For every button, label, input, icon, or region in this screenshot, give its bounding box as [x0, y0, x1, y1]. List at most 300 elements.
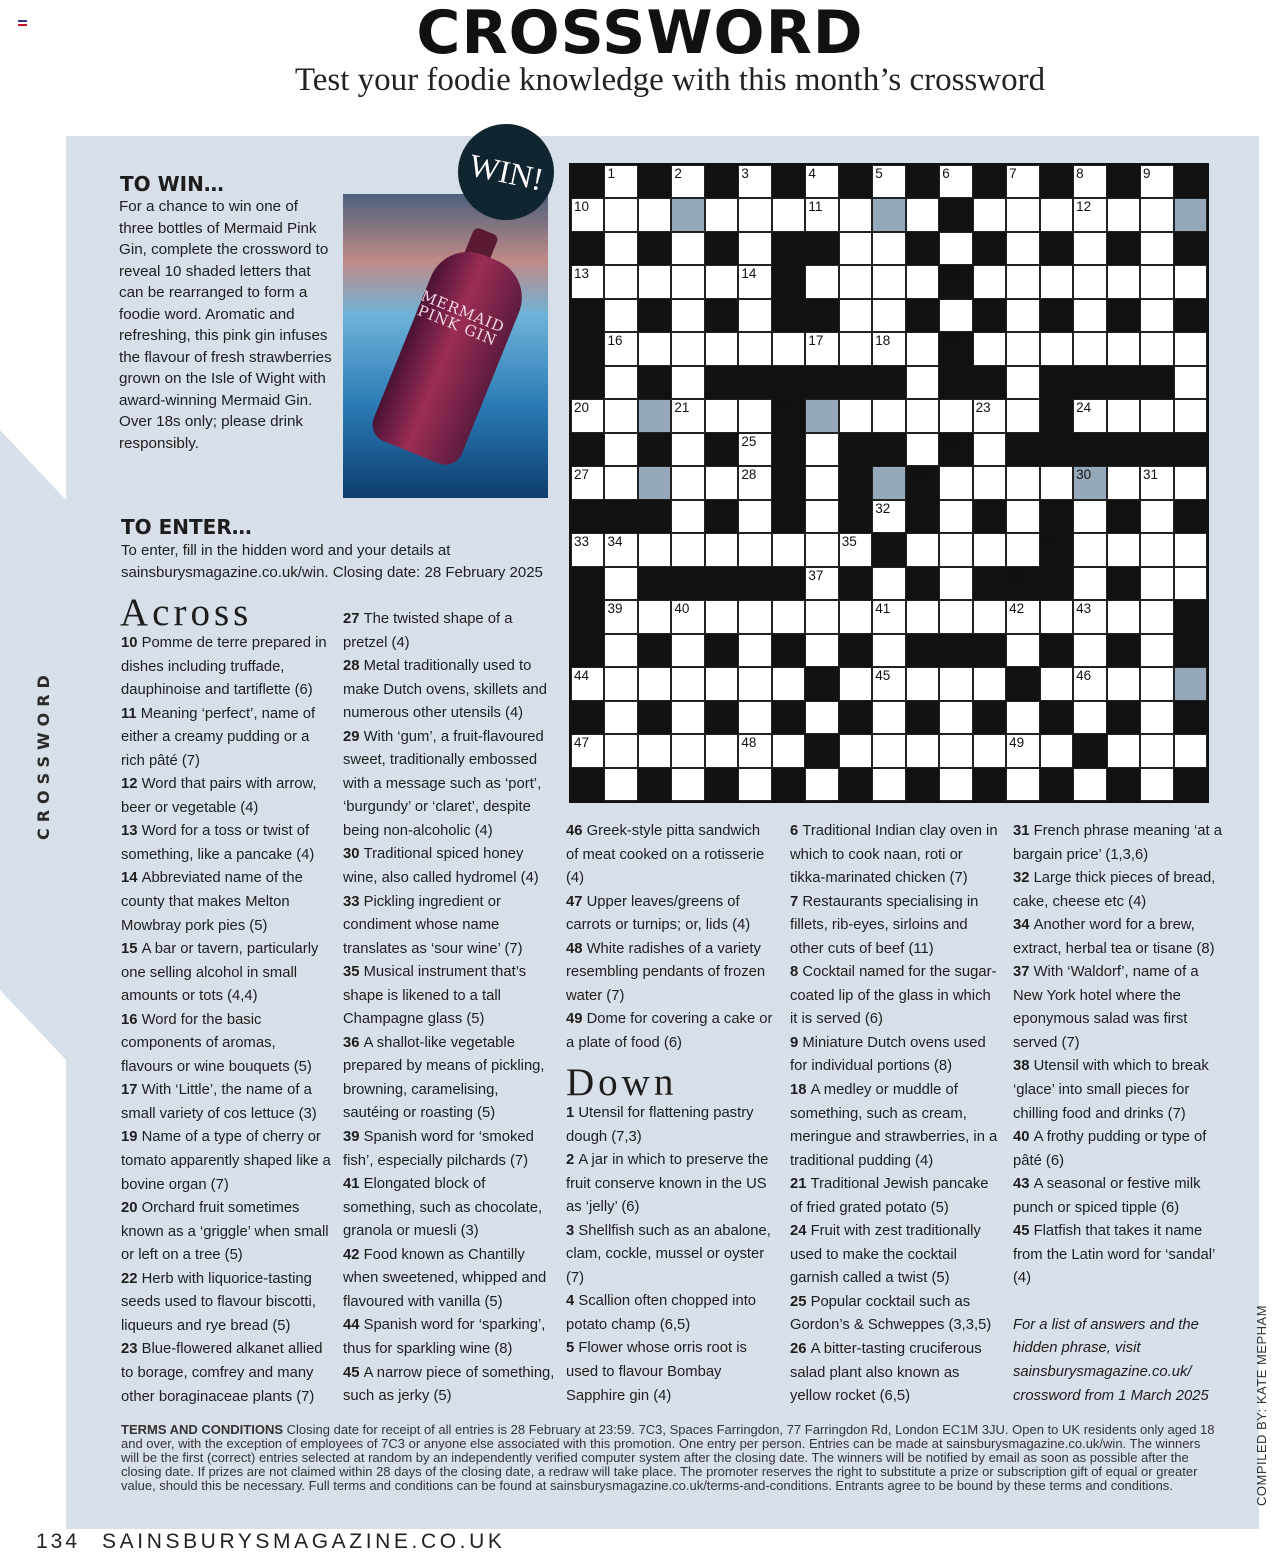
grid-cell[interactable] — [1073, 768, 1106, 801]
grid-cell[interactable] — [805, 198, 838, 231]
grid-block — [1073, 433, 1106, 466]
grid-cell[interactable] — [939, 399, 972, 432]
grid-cell[interactable] — [638, 667, 671, 700]
across-clue-10: 10 Pomme de terre prepared in dishes including truffade, dauphinoise and tartiflette (6) — [121, 635, 327, 699]
clue-number: 49 — [1009, 735, 1025, 751]
grid-cell[interactable] — [1140, 399, 1173, 432]
grid-cell[interactable] — [1107, 399, 1140, 432]
grid-cell[interactable] — [939, 701, 972, 734]
grid-cell[interactable] — [738, 701, 771, 734]
grid-cell[interactable] — [1006, 500, 1039, 533]
grid-cell[interactable] — [939, 165, 972, 198]
grid-cell-shaded[interactable] — [872, 198, 905, 231]
grid-cell[interactable] — [1006, 701, 1039, 734]
grid-block — [973, 567, 1006, 600]
grid-cell[interactable] — [872, 399, 905, 432]
grid-cell[interactable] — [1107, 600, 1140, 633]
grid-cell[interactable] — [1006, 399, 1039, 432]
grid-cell[interactable] — [872, 634, 905, 667]
grid-cell[interactable] — [973, 600, 1006, 633]
grid-cell[interactable] — [1006, 299, 1039, 332]
grid-block — [906, 500, 939, 533]
grid-cell[interactable] — [1006, 198, 1039, 231]
grid-cell[interactable] — [571, 466, 604, 499]
grid-cell[interactable] — [906, 433, 939, 466]
grid-cell[interactable] — [738, 667, 771, 700]
grid-cell[interactable] — [1140, 634, 1173, 667]
grid-cell[interactable] — [1140, 299, 1173, 332]
down-clue-45: 45 Flatfish that takes it name from the Latin word for ‘sandal’ (4) — [1013, 1223, 1215, 1287]
grid-cell[interactable] — [772, 667, 805, 700]
grid-cell[interactable] — [1107, 667, 1140, 700]
grid-cell[interactable] — [604, 600, 637, 633]
grid-cell[interactable] — [1040, 734, 1073, 767]
grid-cell[interactable] — [738, 399, 771, 432]
grid-cell[interactable] — [872, 768, 905, 801]
grid-cell[interactable] — [939, 466, 972, 499]
grid-cell[interactable] — [839, 667, 872, 700]
grid-cell[interactable] — [906, 332, 939, 365]
grid-cell[interactable] — [772, 198, 805, 231]
grid-cell[interactable] — [671, 165, 704, 198]
grid-cell[interactable] — [638, 533, 671, 566]
clue-number-label: 29 — [343, 728, 364, 745]
grid-cell[interactable] — [738, 232, 771, 265]
grid-cell[interactable] — [1040, 198, 1073, 231]
clue-number: 9 — [1143, 166, 1151, 181]
grid-cell[interactable] — [906, 600, 939, 633]
grid-cell[interactable] — [872, 500, 905, 533]
down-clue-4: 4 Scallion often chopped into potato champ (6,5) — [566, 1293, 757, 1333]
clue-number-label: 45 — [1013, 1223, 1034, 1240]
clue-number: 41 — [875, 601, 891, 617]
grid-cell[interactable] — [738, 165, 771, 198]
grid-cell[interactable] — [571, 734, 604, 767]
grid-cell[interactable] — [839, 734, 872, 767]
grid-cell[interactable] — [805, 634, 838, 667]
grid-cell[interactable] — [839, 265, 872, 298]
grid-cell[interactable] — [973, 533, 1006, 566]
grid-cell[interactable] — [671, 600, 704, 633]
grid-cell[interactable] — [805, 165, 838, 198]
down-clue-34: 34 Another word for a brew, extract, herbal tea or tisane (8) — [1013, 917, 1215, 957]
grid-cell[interactable] — [1140, 567, 1173, 600]
grid-cell[interactable] — [604, 667, 637, 700]
grid-cell[interactable] — [1174, 332, 1207, 365]
grid-cell[interactable] — [604, 768, 637, 801]
grid-cell[interactable] — [638, 265, 671, 298]
grid-cell[interactable] — [705, 600, 738, 633]
grid-block — [805, 232, 838, 265]
grid-cell-shaded[interactable] — [872, 466, 905, 499]
grid-cell[interactable] — [839, 399, 872, 432]
across-clue-33: 33 Pickling ingredient or condiment whose name translates as ‘sour wine’ (7) — [343, 893, 523, 957]
grid-cell[interactable] — [1040, 332, 1073, 365]
grid-cell[interactable] — [1006, 232, 1039, 265]
clue-number-label: 22 — [121, 1270, 142, 1287]
grid-block — [571, 165, 604, 198]
grid-cell[interactable] — [705, 332, 738, 365]
grid-cell[interactable] — [671, 265, 704, 298]
grid-cell[interactable] — [638, 332, 671, 365]
grid-block — [1107, 366, 1140, 399]
grid-cell[interactable] — [906, 734, 939, 767]
grid-cell[interactable] — [1006, 265, 1039, 298]
clue-number: 23 — [975, 400, 991, 416]
clue-number: 7 — [1009, 166, 1017, 181]
clue-number: 38 — [1008, 566, 1024, 582]
grid-cell[interactable] — [604, 466, 637, 499]
grid-cell[interactable] — [604, 198, 637, 231]
grid-cell[interactable] — [1006, 634, 1039, 667]
grid-cell[interactable] — [939, 533, 972, 566]
clue-number-label: 35 — [343, 964, 364, 981]
grid-cell[interactable] — [839, 232, 872, 265]
grid-cell[interactable] — [872, 165, 905, 198]
grid-cell[interactable] — [906, 667, 939, 700]
grid-block — [1174, 701, 1207, 734]
to-win-body: For a chance to win one of three bottles of Mermaid Pink Gin, complete the crossword to reveal 10 shaded letters that can be rearranged to form a foodie word. Aromatic and refreshing, this pink gin infuses the flavour of fresh strawberries grown on the Isle of Wight with award-winning Mermaid Gin. Over 18s only; please drink responsibly. — [119, 198, 332, 452]
down-clue-9: 9 Miniature Dutch ovens used for individual portions (8) — [790, 1034, 986, 1075]
grid-cell[interactable] — [973, 734, 1006, 767]
grid-cell[interactable] — [604, 366, 637, 399]
grid-cell[interactable] — [772, 734, 805, 767]
grid-cell[interactable] — [1073, 299, 1106, 332]
grid-cell[interactable] — [1073, 567, 1106, 600]
grid-cell[interactable] — [1073, 399, 1106, 432]
bottle-shape — [367, 240, 534, 470]
grid-cell[interactable] — [1006, 533, 1039, 566]
grid-cell[interactable] — [1073, 500, 1106, 533]
grid-cell[interactable] — [671, 667, 704, 700]
across-clue-23: 23 Blue-flowered alkanet allied to borage, comfrey and many other boraginaceae plants (7) — [121, 1341, 323, 1405]
crossword-grid[interactable] — [569, 163, 1209, 803]
grid-cell[interactable] — [1140, 533, 1173, 566]
grid-cell[interactable] — [1174, 399, 1207, 432]
grid-cell[interactable] — [1073, 600, 1106, 633]
grid-cell[interactable] — [872, 332, 905, 365]
grid-cell[interactable] — [604, 433, 637, 466]
across-clue-15: 15 A bar or tavern, particularly one selling alcohol in small amounts or tots (4,4) — [121, 941, 319, 1005]
grid-cell[interactable] — [738, 466, 771, 499]
grid-cell[interactable] — [1140, 332, 1173, 365]
grid-cell[interactable] — [604, 634, 637, 667]
down-clue-2: 2 A jar in which to preserve the fruit conserve known in the US as ‘jelly’ (6) — [566, 1152, 769, 1216]
grid-cell[interactable] — [1073, 232, 1106, 265]
grid-cell[interactable] — [604, 265, 637, 298]
grid-block — [638, 768, 671, 801]
grid-cell[interactable] — [805, 533, 838, 566]
grid-cell[interactable] — [939, 500, 972, 533]
grid-cell[interactable] — [671, 399, 704, 432]
grid-cell[interactable] — [705, 533, 738, 566]
grid-cell[interactable] — [872, 600, 905, 633]
grid-cell[interactable] — [1040, 466, 1073, 499]
clue-number: 43 — [1076, 601, 1092, 617]
across-clue-22: 22 Herb with liquorice-tasting seeds used to flavour biscotti, liqueurs and rye bread (5) — [121, 1270, 316, 1334]
grid-cell[interactable] — [1174, 533, 1207, 566]
grid-block — [906, 768, 939, 801]
grid-cell[interactable] — [839, 332, 872, 365]
grid-cell[interactable] — [1140, 232, 1173, 265]
down-clue-21: 21 Traditional Jewish pancake of fried grated potato (5) — [790, 1176, 989, 1216]
grid-block — [571, 500, 604, 533]
grid-cell[interactable] — [839, 600, 872, 633]
grid-cell[interactable] — [1174, 734, 1207, 767]
clue-number: 47 — [574, 735, 590, 751]
grid-cell[interactable] — [1140, 600, 1173, 633]
grid-cell-shaded[interactable] — [638, 399, 671, 432]
grid-cell[interactable] — [1073, 198, 1106, 231]
clue-number-label: 18 — [790, 1082, 811, 1099]
grid-block — [1174, 232, 1207, 265]
grid-cell[interactable] — [906, 366, 939, 399]
grid-cell[interactable] — [571, 667, 604, 700]
grid-cell[interactable] — [1174, 466, 1207, 499]
grid-cell[interactable] — [973, 198, 1006, 231]
grid-cell[interactable] — [738, 500, 771, 533]
grid-cell[interactable] — [1040, 667, 1073, 700]
grid-cell[interactable] — [571, 198, 604, 231]
grid-cell[interactable] — [1140, 265, 1173, 298]
grid-cell[interactable] — [738, 265, 771, 298]
grid-cell[interactable] — [738, 734, 771, 767]
grid-cell[interactable] — [1140, 768, 1173, 801]
grid-block — [772, 768, 805, 801]
grid-cell[interactable] — [738, 433, 771, 466]
grid-block — [1040, 500, 1073, 533]
grid-cell[interactable] — [939, 768, 972, 801]
grid-cell[interactable] — [805, 332, 838, 365]
grid-cell[interactable] — [805, 265, 838, 298]
grid-cell[interactable] — [772, 533, 805, 566]
grid-cell[interactable] — [906, 265, 939, 298]
grid-block — [772, 433, 805, 466]
grid-cell[interactable] — [805, 600, 838, 633]
grid-cell[interactable] — [604, 232, 637, 265]
grid-cell[interactable] — [604, 533, 637, 566]
grid-cell[interactable] — [1107, 466, 1140, 499]
grid-cell[interactable] — [1140, 734, 1173, 767]
grid-cell[interactable] — [705, 399, 738, 432]
clue-number: 1 — [607, 166, 615, 181]
grid-cell[interactable] — [604, 165, 637, 198]
grid-cell[interactable] — [1140, 500, 1173, 533]
grid-cell[interactable] — [738, 600, 771, 633]
grid-cell[interactable] — [839, 198, 872, 231]
grid-cell[interactable] — [973, 332, 1006, 365]
grid-cell[interactable] — [872, 734, 905, 767]
grid-cell[interactable] — [671, 232, 704, 265]
grid-block — [638, 634, 671, 667]
grid-cell[interactable] — [872, 701, 905, 734]
grid-cell[interactable] — [671, 533, 704, 566]
grid-cell[interactable] — [604, 399, 637, 432]
grid-cell[interactable] — [839, 533, 872, 566]
grid-cell-shaded[interactable] — [1174, 198, 1207, 231]
grid-cell[interactable] — [1006, 366, 1039, 399]
grid-cell[interactable] — [738, 198, 771, 231]
grid-cell[interactable] — [906, 198, 939, 231]
clue-number-label: 5 — [566, 1340, 579, 1357]
grid-cell[interactable] — [705, 734, 738, 767]
grid-cell[interactable] — [604, 332, 637, 365]
grid-cell[interactable] — [604, 701, 637, 734]
grid-cell[interactable] — [805, 433, 838, 466]
grid-cell[interactable] — [1140, 466, 1173, 499]
grid-block — [571, 332, 604, 365]
grid-block — [1107, 433, 1140, 466]
grid-cell[interactable] — [1073, 265, 1106, 298]
grid-block — [872, 533, 905, 566]
grid-cell[interactable] — [939, 667, 972, 700]
grid-cell[interactable] — [939, 567, 972, 600]
grid-cell-shaded[interactable] — [805, 399, 838, 432]
grid-cell[interactable] — [671, 734, 704, 767]
grid-cell[interactable] — [1174, 567, 1207, 600]
grid-cell[interactable] — [1107, 332, 1140, 365]
grid-cell[interactable] — [1006, 165, 1039, 198]
grid-cell[interactable] — [604, 567, 637, 600]
grid-cell[interactable] — [604, 299, 637, 332]
section-side-label: CROSSWORD — [34, 669, 53, 840]
grid-cell[interactable] — [1040, 265, 1073, 298]
grid-cell[interactable] — [973, 667, 1006, 700]
grid-cell[interactable] — [939, 734, 972, 767]
grid-cell[interactable] — [805, 466, 838, 499]
grid-cell[interactable] — [738, 768, 771, 801]
grid-cell[interactable] — [1107, 533, 1140, 566]
grid-cell-shaded[interactable] — [1174, 667, 1207, 700]
grid-cell[interactable] — [571, 399, 604, 432]
grid-cell[interactable] — [805, 701, 838, 734]
grid-cell[interactable] — [604, 734, 637, 767]
grid-cell[interactable] — [772, 332, 805, 365]
grid-cell[interactable] — [805, 567, 838, 600]
grid-cell[interactable] — [671, 466, 704, 499]
grid-cell[interactable] — [1006, 332, 1039, 365]
clue-number: 34 — [607, 534, 623, 550]
grid-cell[interactable] — [738, 533, 771, 566]
grid-cell[interactable] — [671, 500, 704, 533]
grid-cell[interactable] — [839, 299, 872, 332]
grid-cell[interactable] — [1107, 198, 1140, 231]
grid-cell[interactable] — [738, 332, 771, 365]
grid-cell[interactable] — [1073, 634, 1106, 667]
grid-cell[interactable] — [906, 533, 939, 566]
grid-block — [1107, 634, 1140, 667]
grid-cell-shaded[interactable] — [671, 198, 704, 231]
grid-cell[interactable] — [973, 466, 1006, 499]
grid-cell[interactable] — [1006, 466, 1039, 499]
grid-block — [1040, 634, 1073, 667]
grid-cell[interactable] — [671, 433, 704, 466]
grid-cell[interactable] — [1073, 165, 1106, 198]
grid-cell[interactable] — [638, 600, 671, 633]
grid-cell[interactable] — [671, 299, 704, 332]
grid-block — [1040, 399, 1073, 432]
grid-cell[interactable] — [738, 634, 771, 667]
clue-number: 5 — [875, 166, 883, 181]
clue-number: 32 — [875, 500, 891, 516]
grid-cell[interactable] — [1174, 265, 1207, 298]
grid-cell[interactable] — [1140, 198, 1173, 231]
grid-block — [973, 366, 1006, 399]
grid-cell-shaded[interactable] — [638, 466, 671, 499]
grid-cell[interactable] — [973, 265, 1006, 298]
grid-cell[interactable] — [1073, 533, 1106, 566]
grid-cell[interactable] — [671, 332, 704, 365]
clue-number-label: 31 — [1013, 823, 1034, 839]
clue-number: 4 — [808, 166, 816, 181]
grid-cell[interactable] — [638, 734, 671, 767]
grid-cell[interactable] — [906, 399, 939, 432]
grid-cell[interactable] — [805, 768, 838, 801]
grid-cell[interactable] — [772, 600, 805, 633]
grid-cell[interactable] — [1073, 701, 1106, 734]
grid-cell[interactable] — [973, 433, 1006, 466]
grid-cell[interactable] — [939, 600, 972, 633]
clue-number-label: 16 — [121, 1011, 142, 1028]
grid-cell[interactable] — [1006, 734, 1039, 767]
grid-cell[interactable] — [805, 500, 838, 533]
grid-cell[interactable] — [1006, 600, 1039, 633]
grid-cell[interactable] — [671, 701, 704, 734]
grid-cell[interactable] — [571, 533, 604, 566]
grid-cell[interactable] — [939, 299, 972, 332]
grid-cell[interactable] — [705, 198, 738, 231]
grid-cell-shaded[interactable] — [1073, 466, 1106, 499]
grid-cell[interactable] — [671, 768, 704, 801]
clue-number-label: 4 — [566, 1293, 579, 1310]
grid-block — [805, 366, 838, 399]
grid-cell[interactable] — [1073, 667, 1106, 700]
grid-cell[interactable] — [1107, 265, 1140, 298]
grid-cell[interactable] — [671, 634, 704, 667]
across-clue-14: 14 Abbreviated name of the county that makes Melton Mowbray pork pies (5) — [121, 870, 303, 934]
grid-cell[interactable] — [705, 667, 738, 700]
grid-cell[interactable] — [1107, 734, 1140, 767]
grid-cell[interactable] — [1140, 667, 1173, 700]
page-footer — [36, 1530, 505, 1552]
grid-cell[interactable] — [872, 567, 905, 600]
grid-cell[interactable] — [671, 366, 704, 399]
grid-cell[interactable] — [571, 265, 604, 298]
clue-number-label: 8 — [790, 964, 803, 981]
clue-number-label: 2 — [566, 1152, 579, 1169]
grid-cell[interactable] — [872, 232, 905, 265]
down-clue-43: 43 A seasonal or festive milk punch or spiced tipple (6) — [1013, 1176, 1201, 1216]
grid-cell[interactable] — [939, 232, 972, 265]
grid-cell[interactable] — [1174, 366, 1207, 399]
grid-cell[interactable] — [705, 265, 738, 298]
grid-cell[interactable] — [872, 667, 905, 700]
grid-cell[interactable] — [1140, 165, 1173, 198]
grid-cell[interactable] — [705, 466, 738, 499]
grid-cell[interactable] — [1006, 768, 1039, 801]
grid-cell[interactable] — [872, 299, 905, 332]
grid-cell[interactable] — [1040, 600, 1073, 633]
grid-cell[interactable] — [1073, 332, 1106, 365]
grid-cell[interactable] — [738, 299, 771, 332]
grid-block — [906, 466, 939, 499]
grid-cell[interactable] — [1140, 701, 1173, 734]
grid-cell[interactable] — [973, 399, 1006, 432]
grid-cell[interactable] — [872, 265, 905, 298]
grid-block — [1107, 165, 1140, 198]
down-clue-26: 26 A bitter-tasting cruciferous salad plant also known as yellow rocket (6,5) — [790, 1341, 982, 1405]
grid-cell[interactable] — [638, 198, 671, 231]
